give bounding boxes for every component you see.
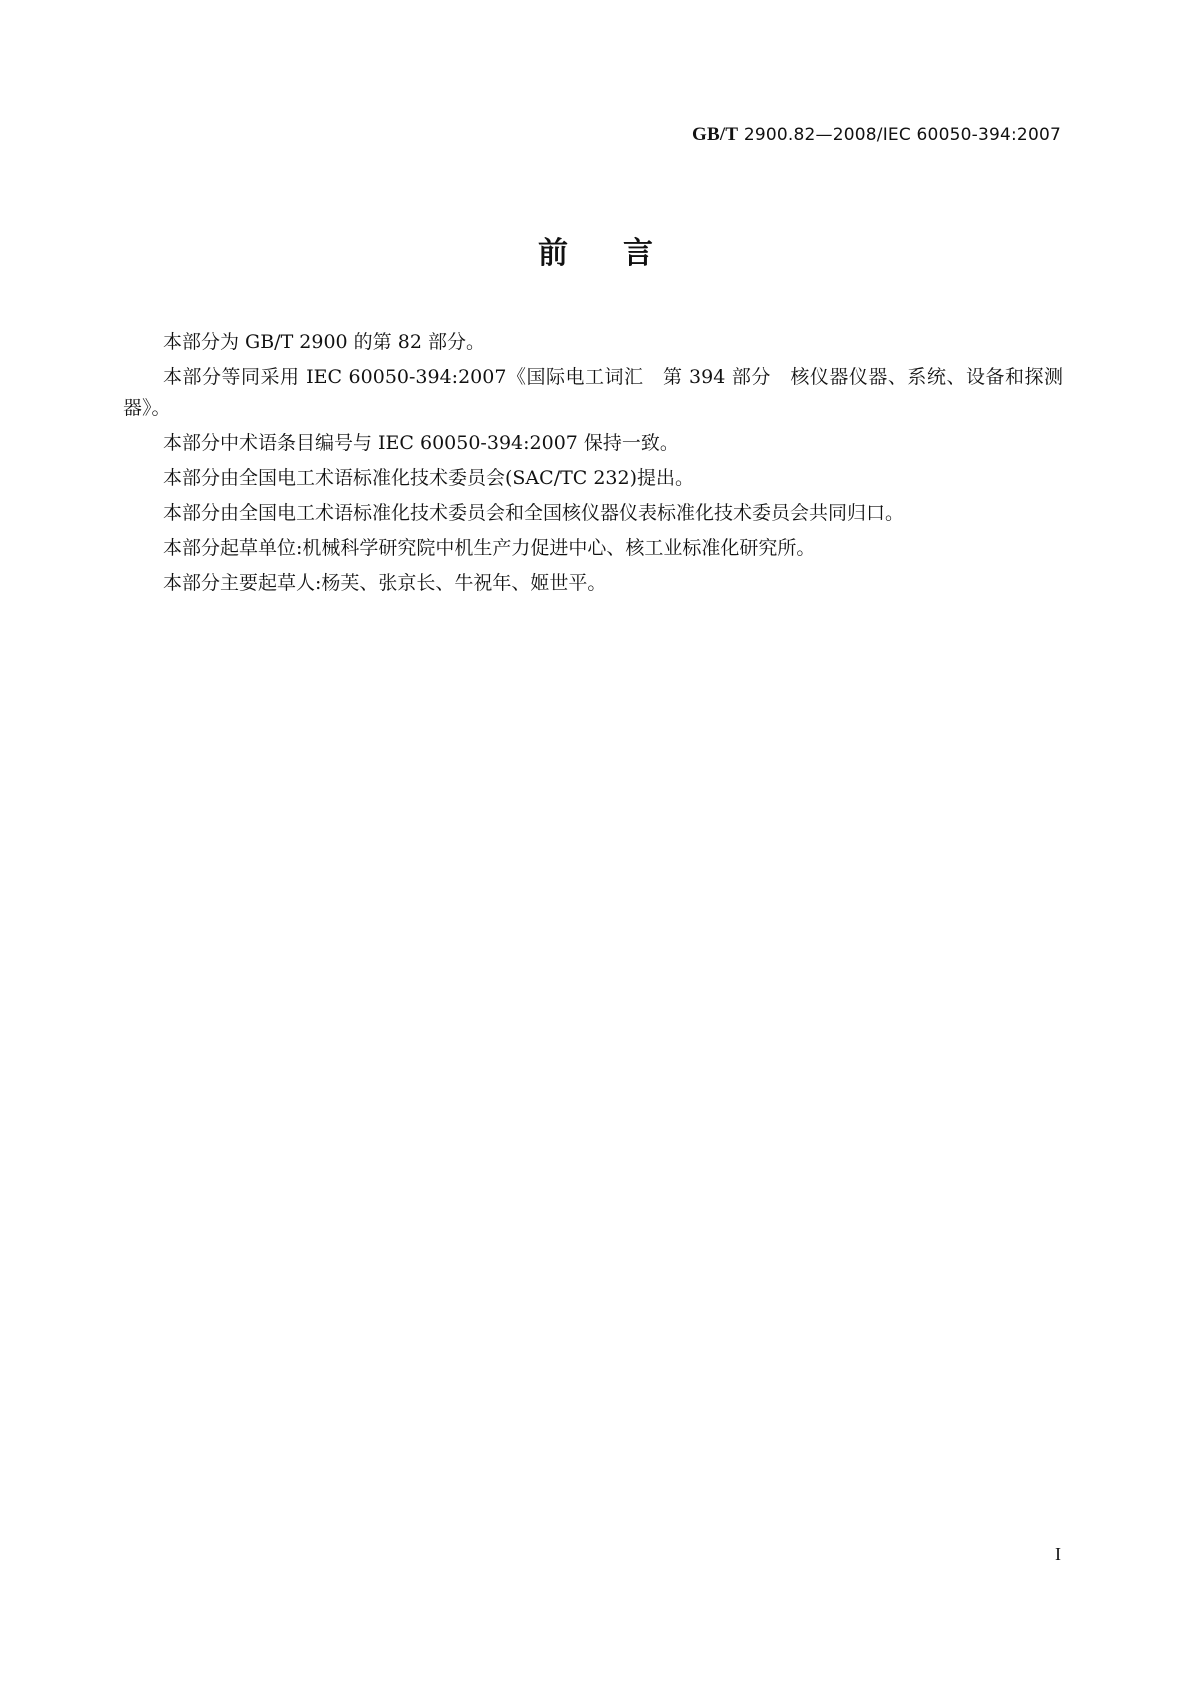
page-number: I — [1055, 1544, 1061, 1564]
page-title: 前言 — [538, 236, 708, 271]
standard-code-number: 2900.82—2008/IEC 60050-394:2007 — [738, 125, 1061, 145]
standard-code-header — [692, 124, 1061, 146]
paragraph-2: 本部分等同采用 IEC 60050-394:2007《国际电工词汇 第 394 部分 核仪器仪器、系统、设备和探测器》。 — [123, 366, 1063, 419]
paragraph-1: 本部分为 GB/T 2900 的第 82 部分。 — [163, 331, 485, 353]
paragraph-5: 本部分由全国电工术语标准化技术委员会和全国核仪器仪表标准化技术委员会共同归口。 — [163, 502, 905, 524]
standard-code-prefix: GB/T — [692, 124, 739, 145]
foreword-body — [123, 327, 1063, 603]
paragraph-7: 本部分主要起草人:杨芙、张京长、牛祝年、姬世平。 — [163, 572, 607, 594]
paragraph-3: 本部分中术语条目编号与 IEC 60050-394:2007 保持一致。 — [163, 432, 679, 454]
paragraph-6: 本部分起草单位:机械科学研究院中机生产力促进中心、核工业标准化研究所。 — [163, 537, 816, 559]
paragraph-4: 本部分由全国电工术语标准化技术委员会(SAC/TC 232)提出。 — [163, 467, 695, 489]
